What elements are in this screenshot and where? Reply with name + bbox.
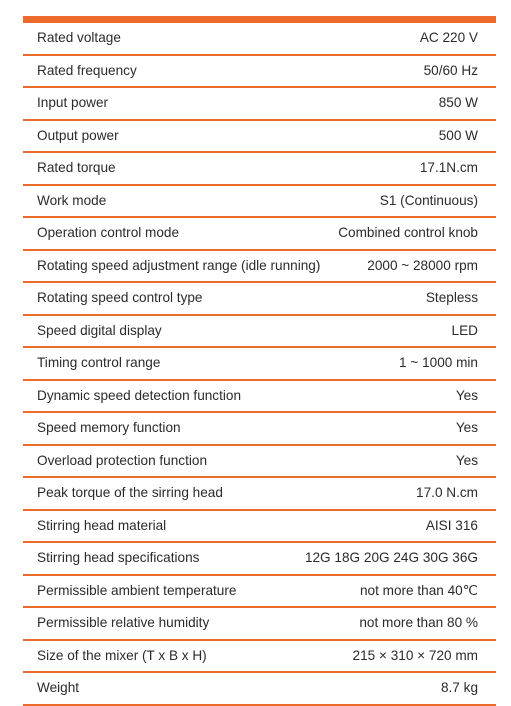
spec-table [23, 23, 496, 706]
spec-value: 12G 18G 20G 24G 30G 36G [304, 550, 478, 565]
spec-value: not more than 40℃ [359, 582, 478, 598]
spec-value: 1 ~ 1000 min [399, 355, 478, 370]
spec-value: Yes [455, 420, 478, 435]
spec-row [23, 56, 496, 89]
spec-value: AISI 316 [425, 517, 478, 533]
spec-label: Speed digital display [37, 322, 162, 338]
spec-label: Rotating speed control type [37, 290, 203, 305]
spec-row [23, 121, 496, 154]
spec-value: 8.7 kg [440, 680, 478, 695]
spec-label: Size of the mixer (T x B x H) [37, 647, 207, 663]
spec-label: Rated torque [37, 160, 116, 175]
spec-label: Weight [37, 680, 80, 695]
spec-row [23, 186, 496, 219]
spec-row [23, 413, 496, 446]
spec-label: Permissible relative humidity [37, 615, 210, 630]
spec-value: 215 × 310 × 720 mm [352, 647, 478, 663]
spec-row [23, 543, 496, 576]
spec-label: Rotating speed adjustment range (idle running) [37, 257, 321, 273]
spec-label: Stirring head specifications [37, 550, 200, 565]
spec-value: AC 220 V [419, 30, 478, 45]
spec-label: Permissible ambient temperature [37, 582, 237, 598]
spec-value: 500 W [438, 127, 478, 143]
spec-value: 850 W [438, 95, 478, 110]
spec-row [23, 251, 496, 284]
spec-label: Timing control range [37, 355, 161, 370]
spec-value: Combined control knob [338, 225, 478, 240]
spec-value: Yes [455, 387, 478, 403]
spec-value: 17.0 N.cm [416, 485, 478, 500]
spec-label: Input power [37, 95, 109, 110]
spec-row [23, 348, 496, 381]
spec-value: not more than 80 % [359, 615, 478, 630]
spec-label: Work mode [37, 192, 107, 208]
spec-row [23, 446, 496, 479]
spec-label: Output power [37, 127, 119, 143]
spec-value: LED [451, 322, 478, 338]
spec-row [23, 23, 496, 56]
spec-label: Rated frequency [37, 62, 137, 78]
top-accent-bar [23, 16, 496, 23]
spec-value: Yes [455, 452, 478, 468]
spec-value: 2000 ~ 28000 rpm [367, 257, 478, 273]
spec-row [23, 673, 496, 706]
spec-row [23, 381, 496, 414]
spec-row [23, 316, 496, 349]
spec-row [23, 218, 496, 251]
spec-label: Operation control mode [37, 225, 180, 240]
spec-row [23, 576, 496, 609]
spec-label: Speed memory function [37, 420, 181, 435]
spec-label: Peak torque of the sirring head [37, 485, 223, 500]
spec-label: Dynamic speed detection function [37, 387, 242, 403]
spec-label: Overload protection function [37, 452, 208, 468]
spec-value: 50/60 Hz [423, 62, 478, 78]
spec-value: Stepless [425, 290, 478, 305]
spec-value: 17.1N.cm [419, 160, 478, 175]
spec-row [23, 641, 496, 674]
spec-row [23, 608, 496, 641]
spec-row [23, 88, 496, 121]
spec-row [23, 283, 496, 316]
spec-row [23, 511, 496, 544]
spec-label: Rated voltage [37, 30, 121, 45]
spec-value: S1 (Continuous) [379, 192, 478, 208]
spec-row [23, 478, 496, 511]
spec-row [23, 153, 496, 186]
spec-label: Stirring head material [37, 517, 167, 533]
